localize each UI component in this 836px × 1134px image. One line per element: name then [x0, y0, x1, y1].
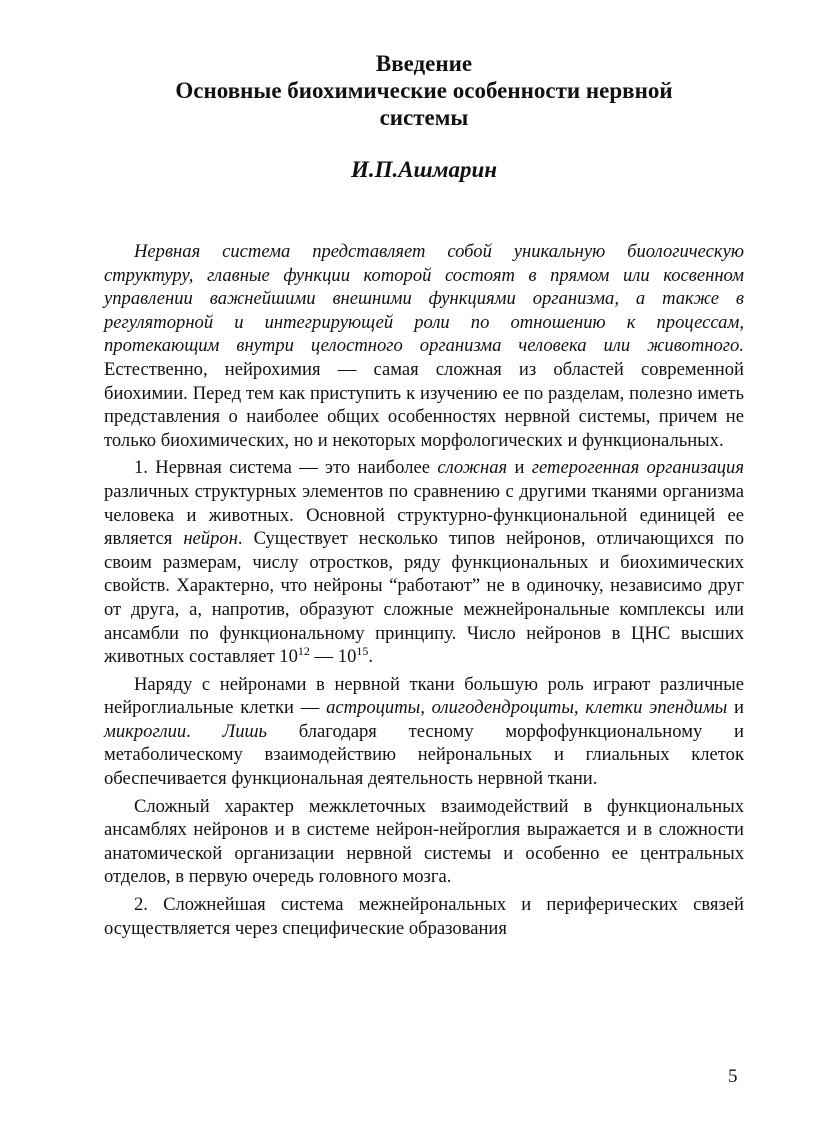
author-name: И.П.Ашмарин: [350, 157, 498, 182]
exponent: 15: [356, 643, 369, 658]
chapter-title-line-1: Основные биохимические особенности нервной: [175, 78, 673, 103]
text-span: благодаря тесному морфофункциональному и метаболическому взаимодействию нейрональных и глиальных клеток обеспечивается функциональная деятельность нервной ткани.: [104, 720, 744, 790]
paragraph-1: [104, 456, 744, 668]
text-span: различных структурных элементов по сравнению с другими тканями организма человека и животных. Основной структурно-функциональной единицей ее является: [104, 480, 744, 550]
text-span: .: [368, 646, 374, 668]
paragraph-intro: [104, 240, 744, 452]
text-span: 1. Нервная система — это наиболее: [134, 457, 438, 479]
italic-term: сложная: [437, 457, 508, 479]
text-span: Наряду с нейронами в нервной ткани большую роль играют различные нейроглиальные клетки —: [104, 673, 744, 719]
body-text: [104, 240, 744, 940]
italic-term: нейрон: [183, 528, 238, 550]
chapter-heading: Введение: [375, 51, 473, 76]
italic-term: микроглии: [104, 720, 187, 742]
text-span: и: [727, 697, 744, 719]
paragraph-4: 2. Сложнейшая система межнейрональных и периферических связей осуществляется через специфические образования: [104, 894, 744, 939]
italic-term: астроциты, олигодендроциты, клетки эпендимы: [326, 697, 728, 719]
text-span: . Существует несколько типов нейронов, отличающихся по своим размерам, числу отростков, ряду функциональных и биохимических свойств. Характерно, что нейроны “работают” не в одиночку, независимо друг от друга, а, напротив, образуют сложные межнейрональные комплексы или ансамбли по функциональному принципу. Число нейронов в ЦНС высших животных составляет 10: [104, 528, 744, 668]
italic-term: гетерогенная организация: [531, 457, 745, 479]
paragraph-2: [104, 673, 744, 791]
text-span: .: [186, 720, 223, 742]
page-number: 5: [728, 1066, 738, 1087]
paragraph-3: Сложный характер межклеточных взаимодействий в функциональных ансамблях нейронов и в системе нейрон-нейроглия выражается и в сложности анатомической организации нервной системы и особенно ее центральных отделов, в первую очередь головного мозга.: [104, 795, 744, 888]
exponent: 12: [297, 643, 310, 658]
text-span: — 10: [309, 646, 357, 668]
text-span: и: [507, 457, 532, 479]
intro-plain-text: Естественно, нейрохимия — самая сложная из областей современной биохимии. Перед тем как приступить к изучению ее по разделам, полезно иметь представления о наиболее общих особенностях нервной системы, причем не только биохимических, но и некоторых морфологических и функциональных.: [104, 358, 744, 451]
chapter-title-line-2: системы: [379, 105, 469, 130]
italic-term: Лишь: [222, 720, 267, 742]
page: [104, 50, 744, 940]
intro-italic-text: Нервная система представляет собой уникальную биологическую структуру, главные функции которой состоят в прямом или косвенном управлении важнейшими внешними функциями организма, а также в регуляторной и интегрирующей роли по отношению к процессам, протекающим внутри целостного организма человека или животного.: [104, 241, 744, 357]
